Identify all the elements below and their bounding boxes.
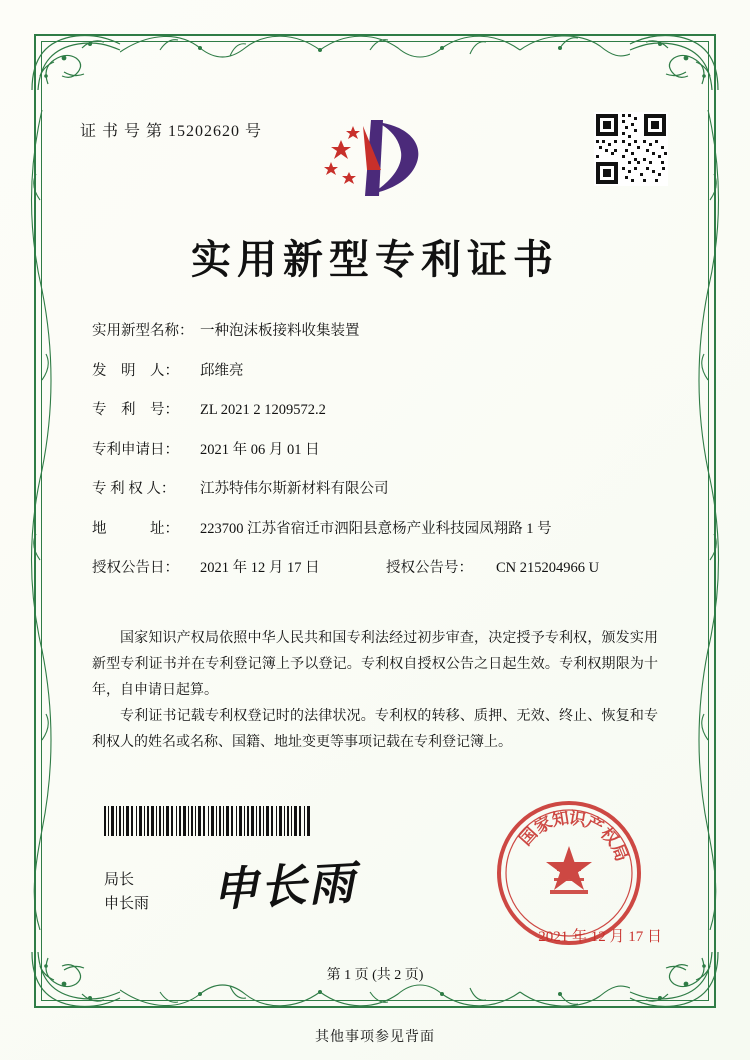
svg-text:权: 权 — [596, 823, 623, 850]
cnipa-logo-icon — [305, 110, 445, 206]
field-value: 一种泡沫板接料收集装置 — [200, 323, 360, 339]
svg-text:局: 局 — [607, 841, 632, 865]
legal-paragraph-1: 国家知识产权局依照中华人民共和国专利法经过初步审查，决定授予专利权，颁发实用新型专利证书并在专利登记簿上予以登记。专利权自授权公告之日起生效。专利权期限为十年，自申请日起算。 — [92, 631, 658, 698]
field-value-grant-date: 2021 年 12 月 17 日 — [200, 560, 320, 577]
signature-labels — [104, 868, 149, 916]
seal-date: 2021 年 12 月 17 日 — [538, 929, 662, 945]
field-label: 专 利 号： — [92, 402, 179, 419]
svg-text:国: 国 — [515, 823, 542, 850]
page-title: 实用新型专利证书 — [191, 237, 559, 282]
field-value: 邱维亮 — [200, 362, 244, 379]
legal-paragraph-2: 专利证书记载专利权登记时的法律状况。专利权的转移、质押、无效、终止、恢复和专利权人的姓名或名称、国籍、地址变更等事项记载在专利登记簿上。 — [92, 709, 658, 750]
field-label: 实用新型名称： — [92, 323, 194, 339]
svg-text:知: 知 — [550, 808, 571, 830]
field-row-utility-model-name — [92, 322, 658, 342]
certificate-number: 证 书 号 第 15202620 号 — [80, 123, 263, 140]
signature-name-label: 申长雨 — [104, 896, 150, 912]
barcode-icon — [104, 806, 312, 836]
svg-text:产: 产 — [582, 812, 607, 838]
field-row-grant-announcement — [92, 559, 658, 579]
field-label: 发 明 人： — [92, 362, 179, 379]
field-label-grant-number: 授权公告号： — [386, 560, 473, 577]
field-row-patentee — [92, 480, 658, 500]
field-value: 223700 江苏省宿迁市泗阳县意杨产业科技园凤翔路 1 号 — [200, 520, 552, 537]
field-value: 2021 年 06 月 01 日 — [200, 441, 320, 458]
field-label: 专 利 权 人： — [92, 481, 176, 498]
field-list — [92, 322, 658, 599]
field-row-patent-number — [92, 401, 658, 421]
field-label: 地 址： — [92, 520, 179, 537]
legal-text — [92, 626, 658, 756]
back-note: 其他事项参见背面 — [315, 1030, 435, 1045]
signature-title-label: 局长 — [104, 872, 135, 888]
field-label-grant-date: 授权公告日： — [92, 560, 179, 577]
field-value: 江苏特伟尔斯新材料有限公司 — [200, 481, 389, 498]
page-number: 第 1 页 (共 2 页) — [326, 968, 424, 983]
field-value-grant-number: CN 215204966 U — [496, 560, 600, 577]
svg-text:识: 识 — [567, 808, 588, 830]
ornament-edge-top — [120, 30, 630, 64]
handwritten-signature: 申长雨 — [210, 855, 358, 917]
field-row-inventor — [92, 362, 658, 382]
qr-code-icon — [594, 112, 668, 186]
field-value: ZL 2021 2 1209572.2 — [200, 402, 326, 419]
field-row-address — [92, 520, 658, 540]
svg-text:家: 家 — [531, 812, 556, 838]
field-row-application-date — [92, 441, 658, 461]
field-label: 专利申请日： — [92, 441, 179, 458]
